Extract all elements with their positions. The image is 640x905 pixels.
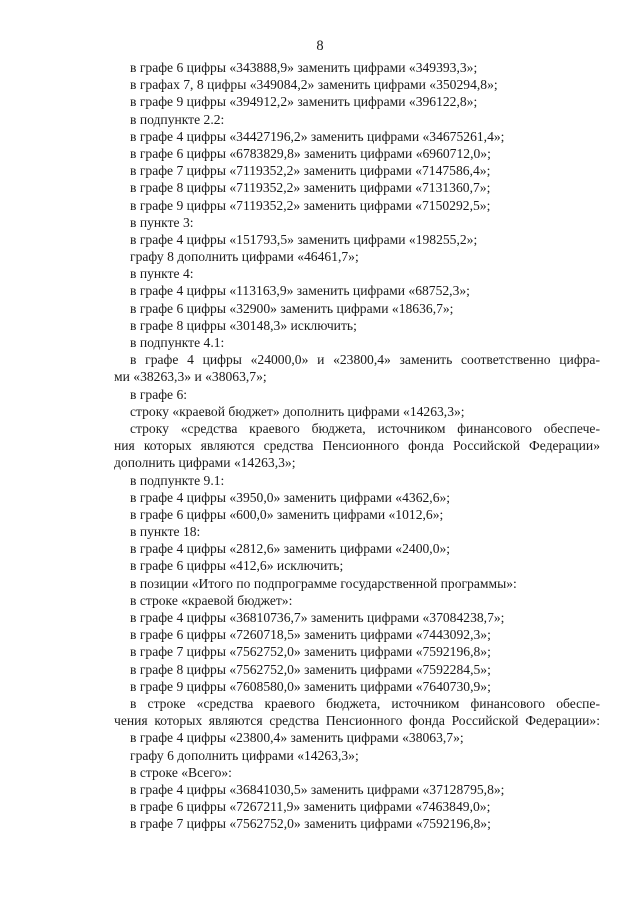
text-line: в графе 6: — [130, 386, 188, 402]
text-line: в графе 9 цифры «394912,2» заменить цифрами «396122,8»; — [130, 94, 478, 110]
text-line: в графе 9 цифры «7608580,0» заменить цифрами «7640730,9»; — [130, 678, 491, 694]
text-line: ми «38263,3» и «38063,7»; — [114, 369, 267, 385]
text-line: в графе 7 цифры «7562752,0» заменить цифрами «7592196,8»; — [130, 816, 491, 832]
text-line: в графе 6 цифры «32900» заменить цифрами «18636,7»; — [130, 300, 454, 316]
text-line: в графе 4 цифры «3950,0» заменить цифрами «4362,6»; — [130, 489, 451, 505]
text-line: в графе 6 цифры «600,0» заменить цифрами «1012,6»; — [130, 506, 444, 522]
text-line: в графе 7 цифры «7119352,2» заменить цифрами «7147586,4»; — [130, 163, 491, 179]
text-line: в подпункте 2.2: — [130, 111, 225, 127]
text-line: в пункте 18: — [130, 524, 201, 540]
text-line: в графе 4 цифры «2812,6» заменить цифрами «2400,0»; — [130, 541, 451, 557]
text-line: дополнить цифрами «14263,3»; — [114, 455, 296, 471]
text-line: в графе 4 цифры «34427196,2» заменить цифрами «34675261,4»; — [130, 128, 505, 144]
text-line: в графе 4 цифры «113163,9» заменить цифрами «68752,3»; — [130, 283, 470, 299]
page-number: 8 — [316, 38, 324, 54]
text-line: чения которых являются средства Пенсионного фонда Российской Федерации»: — [114, 713, 600, 729]
text-line: графу 6 дополнить цифрами «14263,3»; — [130, 747, 359, 763]
text-line: в графе 8 цифры «7562752,0» заменить цифрами «7592284,5»; — [130, 661, 491, 677]
text-line: в графе 9 цифры «7119352,2» заменить цифрами «7150292,5»; — [130, 197, 491, 213]
text-line: в графе 6 цифры «7267211,9» заменить цифрами «7463849,0»; — [130, 799, 491, 815]
text-line: в строке «краевой бюджет»: — [130, 592, 293, 608]
text-line: ния которых являются средства Пенсионного фонда Российской Федерации» — [114, 438, 600, 454]
text-line: в графе 4 цифры «151793,5» заменить цифрами «198255,2»; — [130, 231, 478, 247]
text-line: в подпункте 9.1: — [130, 472, 225, 488]
text-line: в графе 4 цифры «24000,0» и «23800,4» заменить соответственно цифра- — [130, 352, 600, 368]
text-line: в графе 6 цифры «343888,9» заменить цифрами «349393,3»; — [130, 60, 478, 75]
text-line: в графах 7, 8 цифры «349084,2» заменить цифрами «350294,8»; — [130, 77, 498, 93]
text-line: в подпункте 4.1: — [130, 335, 225, 350]
text-line: в строке «Всего»: — [130, 764, 232, 780]
text-line: строку «средства краевого бюджета, источником финансового обеспече- — [130, 420, 600, 436]
text-line: в пункте 3: — [130, 214, 194, 230]
text-line: в строке «средства краевого бюджета, источником финансового обеспе- — [130, 695, 600, 711]
text-line: в графе 4 цифры «36841030,5» заменить цифрами «37128795,8»; — [130, 781, 505, 797]
text-line: строку «краевой бюджет» дополнить цифрами «14263,3»; — [130, 403, 465, 419]
text-line: в графе 8 цифры «7119352,2» заменить цифрами «7131360,7»; — [130, 180, 491, 196]
text-line: в графе 6 цифры «412,6» исключить; — [130, 558, 344, 574]
text-line: в позиции «Итого по подпрограмме государственной программы»: — [130, 575, 517, 591]
text-line: в графе 4 цифры «36810736,7» заменить цифрами «37084238,7»; — [130, 610, 505, 625]
text-line: в графе 7 цифры «7562752,0» заменить цифрами «7592196,8»; — [130, 644, 491, 660]
amendment-text — [114, 59, 600, 832]
text-line: в графе 6 цифры «7260718,5» заменить цифрами «7443092,3»; — [130, 627, 491, 643]
text-line: в графе 6 цифры «6783829,8» заменить цифрами «6960712,0»; — [130, 145, 491, 161]
text-line: графу 8 дополнить цифрами «46461,7»; — [130, 249, 359, 265]
text-line: в графе 8 цифры «30148,3» исключить; — [130, 317, 357, 333]
text-line: в пункте 4: — [130, 266, 194, 282]
text-line: в графе 4 цифры «23800,4» заменить цифрами «38063,7»; — [130, 730, 464, 746]
